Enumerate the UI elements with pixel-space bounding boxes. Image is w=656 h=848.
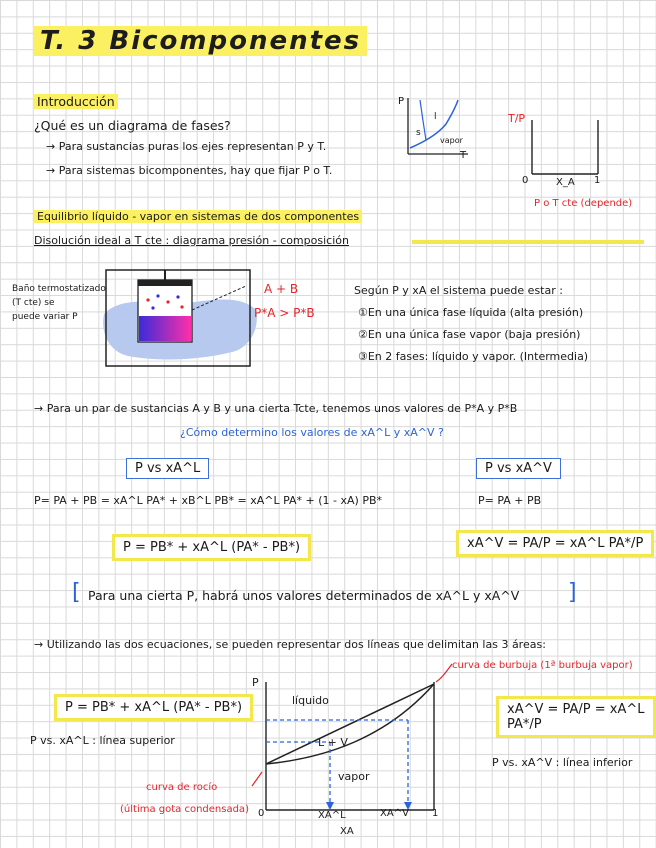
tx-axis-x: X_A	[556, 177, 575, 188]
mixture-label: A + B	[264, 282, 299, 296]
intro-question: ¿Qué es un diagrama de fases?	[34, 118, 231, 133]
bracket-left: [	[72, 580, 81, 605]
state-2: ②En una única fase vapor (baja presión)	[358, 328, 581, 341]
box-equation-left: P = PB* + xA^L (PA* - PB*)	[112, 534, 311, 561]
tx-one: 1	[594, 175, 601, 186]
region-vapor: vapor	[338, 770, 370, 783]
label-p-vs-xv: P vs xA^V	[476, 458, 561, 479]
pt-axis-y: P	[398, 96, 405, 107]
pt-region-l: l	[434, 112, 437, 122]
tx-note: P o T cte (depende)	[534, 198, 633, 209]
diagram-y-axis: P	[252, 676, 259, 689]
intro-bullet-1: → Para sustancias puras los ejes representan P y T.	[46, 140, 327, 153]
state-1: ①En una única fase líquida (alta presión)	[358, 306, 584, 319]
intro-heading: Introducción	[34, 94, 118, 109]
label-p-vs-xl: P vs xA^L	[126, 458, 209, 479]
phase-diagram-pt	[402, 96, 472, 158]
box-bottom-right: xA^V = PA/P = xA^L PA*/P	[496, 696, 656, 738]
tx-diagram	[528, 118, 604, 178]
pressure-composition-diagram	[256, 678, 446, 818]
pair-line-1: → Para un par de sustancias A y B y una cierta Tcte, tenemos unos valores de P*A y P*B	[34, 402, 518, 415]
region-liquid: líquido	[292, 694, 329, 707]
box-equation-right: xA^V = PA/P = xA^L PA*/P	[456, 530, 654, 557]
equation-sum: P= PA + PB	[478, 494, 542, 507]
tx-zero: 0	[522, 175, 529, 186]
left-note: P vs. xA^L : línea superior	[30, 734, 175, 747]
states-intro: Según P y xA el sistema puede estar :	[354, 284, 563, 297]
diagram-x-axis: XA	[340, 826, 354, 837]
bracket-right: ]	[568, 580, 577, 605]
pt-axis-x: T	[460, 150, 467, 161]
bath-label-2: (T cte) se	[12, 298, 55, 308]
pressure-compare: P*A > P*B	[254, 306, 315, 320]
curve-dew-label-2: (última gota condensada)	[120, 804, 249, 815]
curve-dew-label-1: curva de rocío	[146, 782, 218, 793]
region-lv: L + V	[318, 736, 348, 749]
box-bottom-left: P = PB* + xA^L (PA* - PB*)	[54, 694, 253, 721]
tx-axis-y: T/P	[508, 112, 526, 125]
curve-bubble-label: curva de burbuja (1ª burbuja vapor)	[452, 660, 633, 671]
highlight-underline	[412, 240, 644, 244]
state-3: ③En 2 fases: líquido y vapor. (Intermedia)	[358, 350, 589, 363]
tick-xl: XA^L	[318, 810, 346, 821]
section-subheading: Disolución ideal a T cte : diagrama presión - composición	[34, 234, 349, 247]
intro-bullet-2: → Para sistemas bicomponentes, hay que fijar P o T.	[46, 164, 333, 177]
pt-region-v: vapor	[440, 136, 463, 145]
piston-diagram	[100, 270, 260, 370]
diagram-one: 1	[432, 808, 439, 819]
tick-xv: XA^V	[380, 808, 409, 819]
bath-label-3: puede variar P	[12, 312, 78, 322]
note-line: Para una cierta P, habrá unos valores determinados de xA^L y xA^V	[88, 588, 520, 603]
section-heading: Equilibrio líquido - vapor en sistemas de dos componentes	[34, 210, 362, 223]
page-title: T. 3 Bicomponentes	[34, 26, 367, 56]
diagram-zero: 0	[258, 808, 265, 819]
equation-long: P= PA + PB = xA^L PA* + xB^L PB* = xA^L PA* + (1 - xA) PB*	[34, 494, 383, 507]
pt-region-s: s	[416, 128, 421, 138]
pair-line-2: ¿Cómo determino los valores de xA^L y xA^V ?	[180, 426, 444, 439]
right-note: P vs. xA^V : línea inferior	[492, 756, 633, 769]
bottom-intro: → Utilizando las dos ecuaciones, se pueden representar dos líneas que delimitan las 3 áreas:	[34, 638, 546, 651]
bath-label-1: Baño termostatizado	[12, 284, 106, 294]
